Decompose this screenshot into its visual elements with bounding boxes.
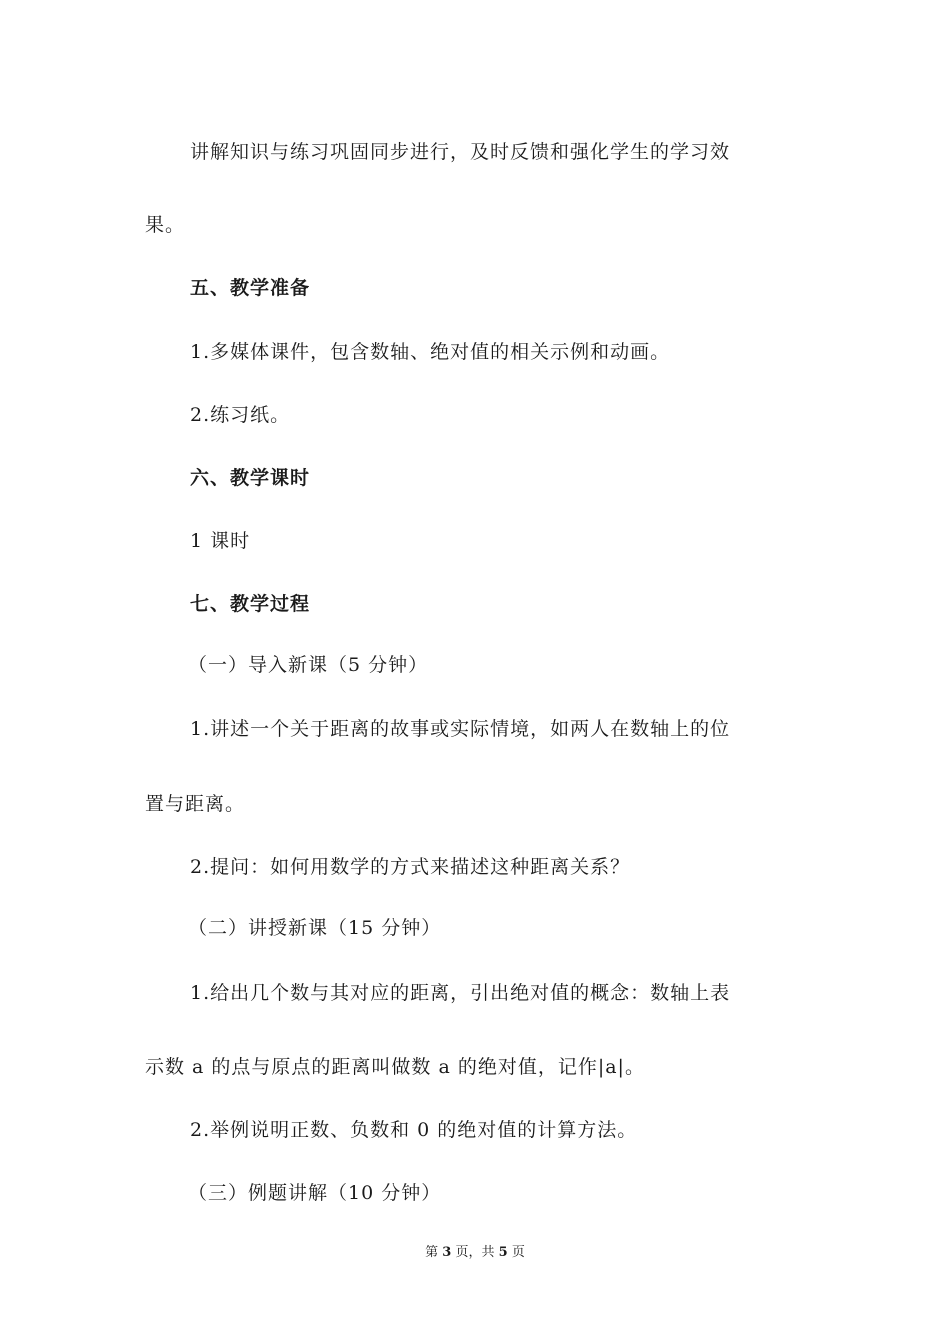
paragraph-line: 1.讲述一个关于距离的故事或实际情境，如两人在数轴上的位 [190, 718, 731, 740]
paragraph-line: 1 课时 [190, 530, 251, 552]
paragraph-line: 1.多媒体课件，包含数轴、绝对值的相关示例和动画。 [190, 341, 671, 363]
subsection-heading: （二）讲授新课（15 分钟） [188, 917, 442, 939]
subsection-heading: （一）导入新课（5 分钟） [188, 654, 429, 676]
footer-prefix: 第 [425, 1245, 439, 1260]
paragraph-line: 果。 [145, 214, 186, 236]
paragraph-line: 2.举例说明正数、负数和 0 的绝对值的计算方法。 [190, 1119, 638, 1141]
paragraph-line: 讲解知识与练习巩固同步进行，及时反馈和强化学生的学习效 [190, 141, 731, 163]
paragraph-line: 示数 a 的点与原点的距离叫做数 a 的绝对值，记作|a|。 [145, 1056, 645, 1078]
footer-suffix: 页 [511, 1245, 525, 1260]
page-footer [0, 1244, 950, 1262]
paragraph-line: 2.练习纸。 [190, 404, 291, 426]
footer-middle: 页，共 [455, 1245, 495, 1260]
footer-total-pages: 5 [498, 1245, 508, 1260]
paragraph-line: 置与距离。 [145, 793, 246, 815]
section-heading: 五、教学准备 [190, 277, 311, 299]
paragraph-line: 2.提问：如何用数学的方式来描述这种距离关系？ [190, 856, 631, 878]
section-heading: 七、教学过程 [190, 593, 311, 615]
paragraph-line: 1.给出几个数与其对应的距离，引出绝对值的概念：数轴上表 [190, 982, 731, 1004]
footer-page-number: 3 [442, 1245, 452, 1260]
section-heading: 六、教学课时 [190, 467, 311, 489]
subsection-heading: （三）例题讲解（10 分钟） [188, 1182, 442, 1204]
